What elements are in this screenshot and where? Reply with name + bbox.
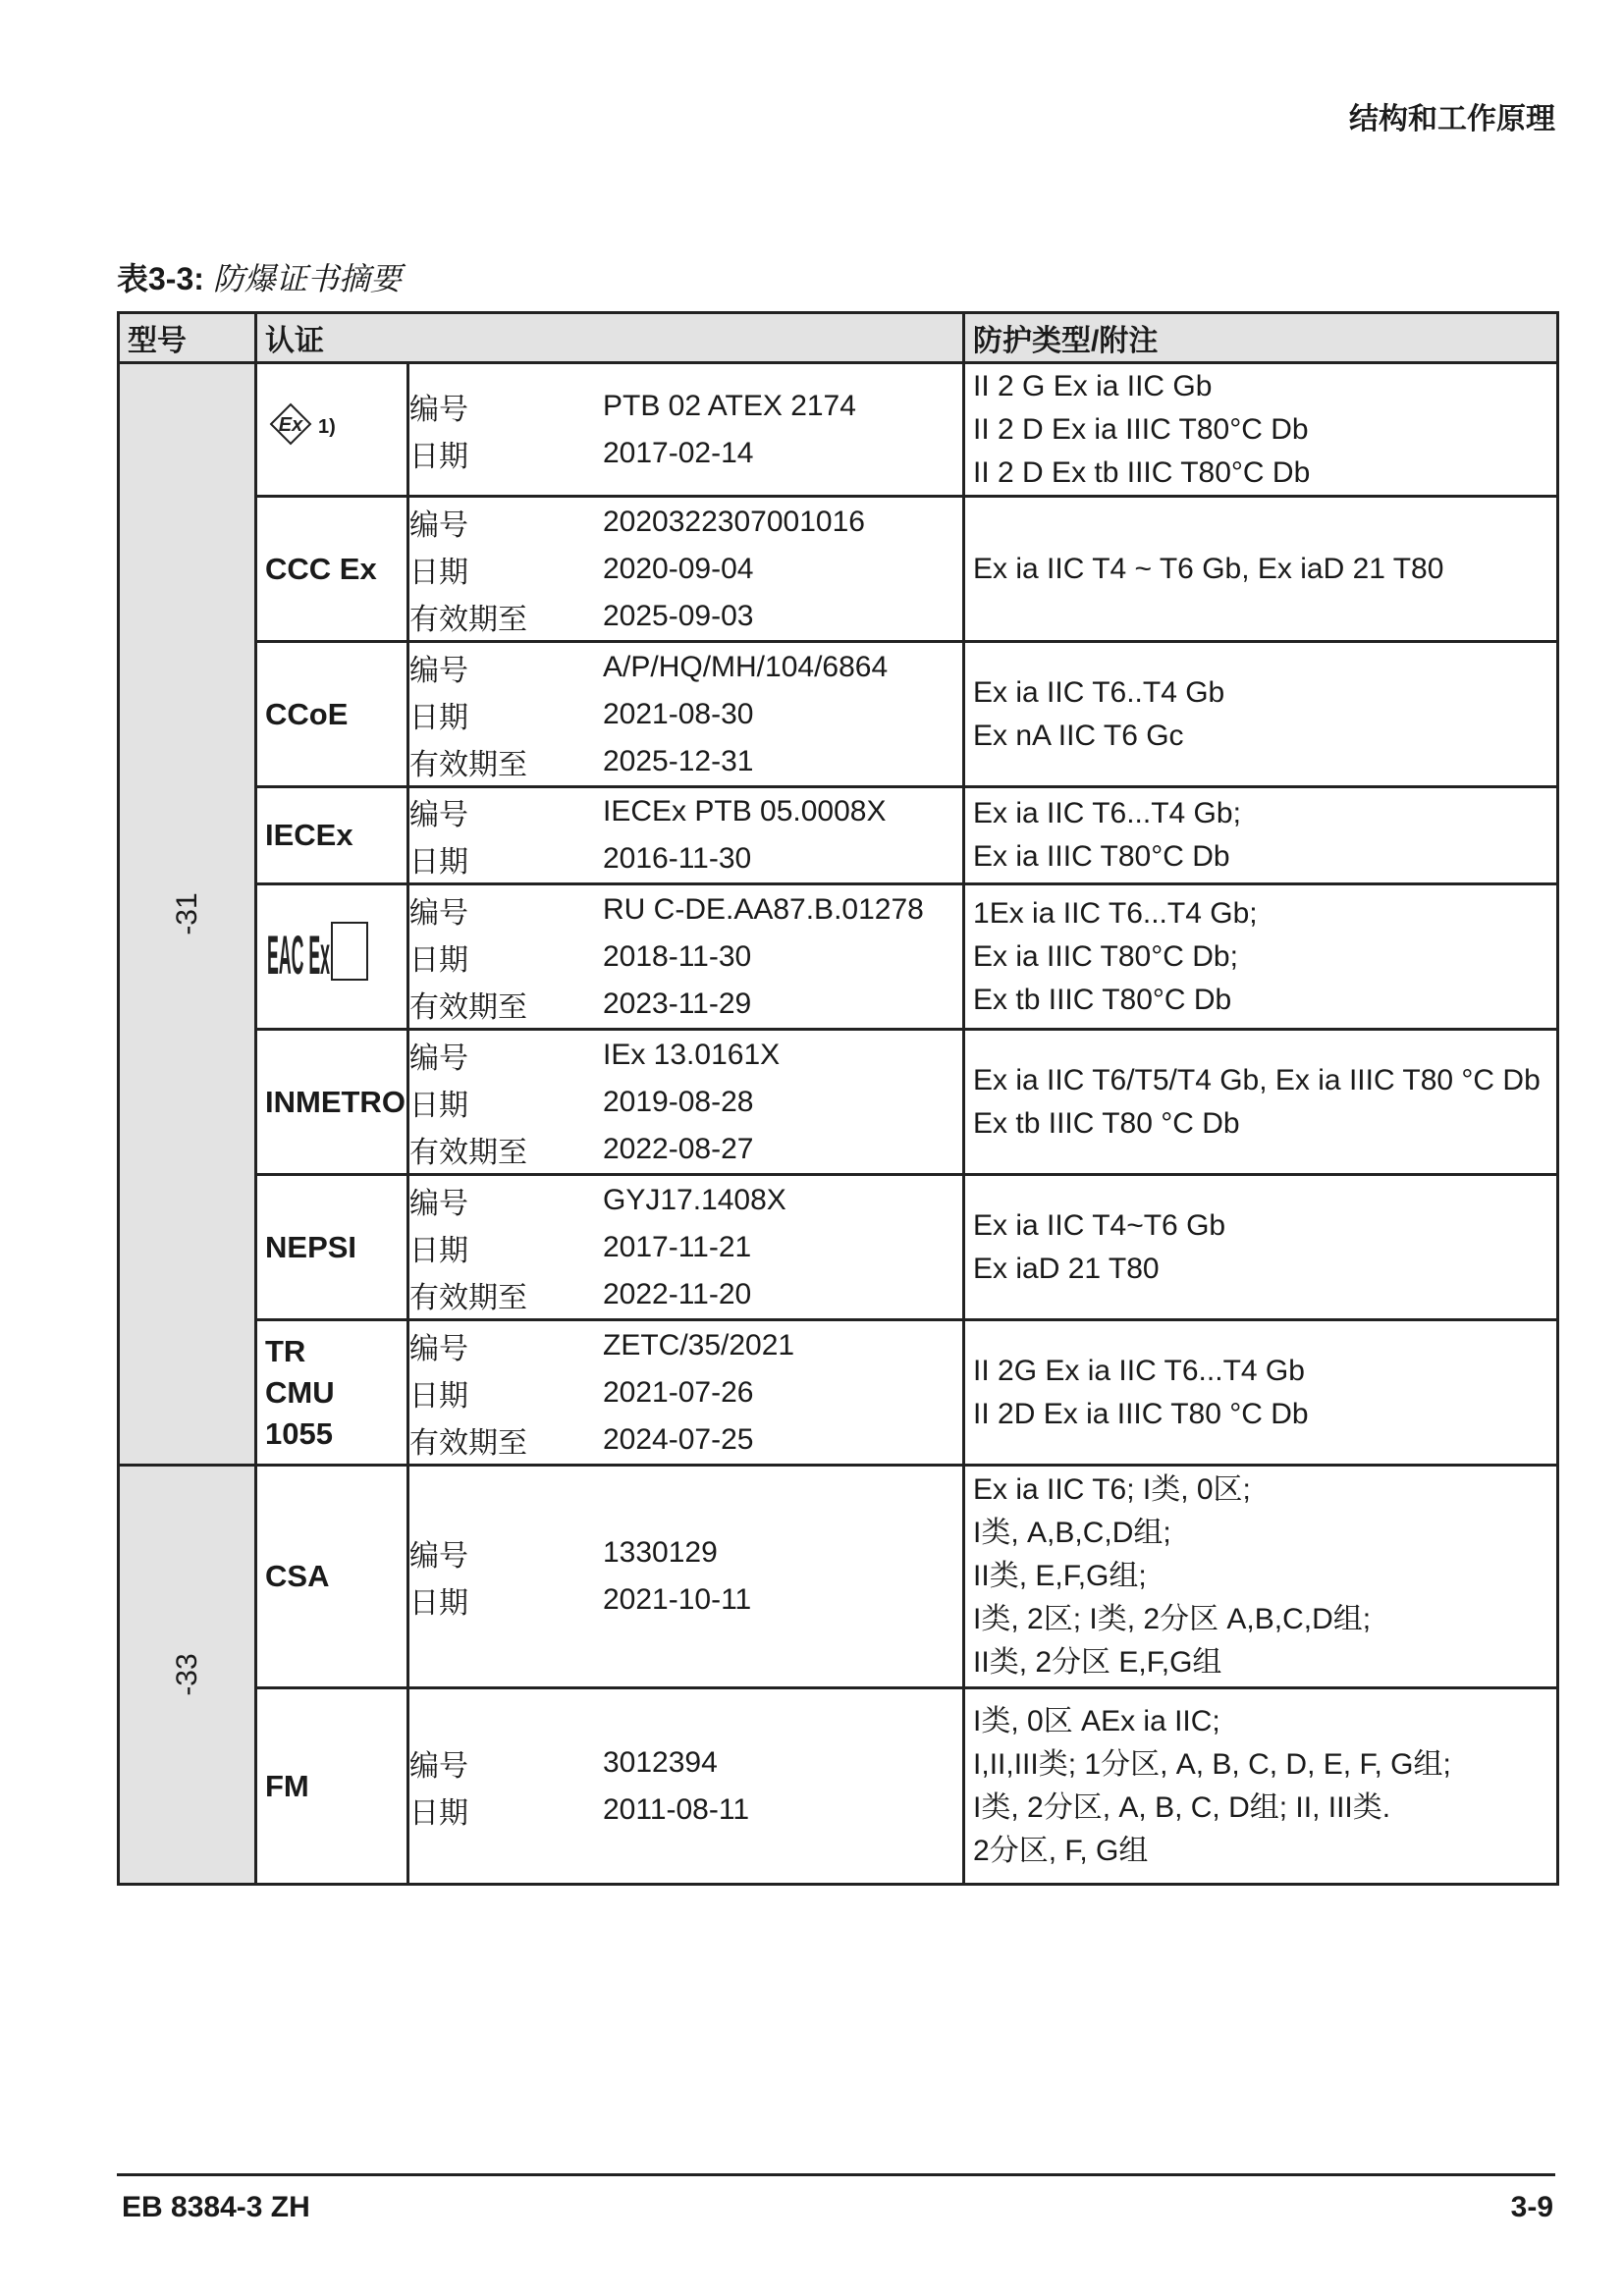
detail-row [409, 644, 962, 691]
table-header-row [119, 313, 1558, 363]
certification-name [256, 1175, 408, 1320]
detail-row [409, 1787, 962, 1834]
table-row [119, 363, 1558, 497]
protection-line: Ex ia IIC T6..T4 Gb [973, 675, 1225, 709]
detail-value: 1330129 [603, 1536, 718, 1569]
detail-value: A/P/HQ/MH/104/6864 [603, 650, 889, 683]
protection-type [964, 497, 1558, 642]
certification-name-text: CCC Ex [265, 551, 377, 586]
detail-row [409, 981, 962, 1028]
protection-type [964, 1320, 1558, 1466]
detail-row [409, 1177, 962, 1224]
detail-row [409, 835, 962, 882]
detail-value: 2016-11-30 [603, 842, 752, 875]
detail-value: PTB 02 ATEX 2174 [603, 389, 856, 422]
table-row [119, 1320, 1558, 1466]
certificate-table [117, 311, 1559, 1886]
detail-value: IEx 13.0161X [603, 1038, 781, 1071]
detail-label: 编号 [409, 1749, 468, 1783]
detail-value: 2017-11-21 [603, 1230, 752, 1263]
svg-text:Ex: Ex [278, 414, 303, 436]
protection-line: Ex ia IIC T6...T4 Gb; [973, 797, 1241, 829]
certification-name-text: CSA [265, 1559, 330, 1593]
detail-label: 有效期至 [409, 748, 527, 781]
detail-label: 编号 [409, 1540, 468, 1573]
protection-type [964, 642, 1558, 787]
certificate-details [408, 363, 964, 497]
detail-row [409, 691, 962, 738]
certification-name-text: IECEx [265, 818, 353, 852]
detail-row [409, 788, 962, 835]
column-header-certification: 认证 [256, 313, 964, 363]
certification-name-text: INMETRO [265, 1084, 406, 1119]
column-header-protection: 防护类型/附注 [964, 313, 1558, 363]
certification-name [256, 787, 408, 884]
protection-line: I类, 0区 AEx ia IIC; [973, 1704, 1220, 1737]
detail-label: 编号 [409, 654, 468, 687]
detail-value: 2019-08-28 [603, 1085, 754, 1118]
detail-value: 2025-12-31 [603, 744, 754, 777]
certification-name [256, 1030, 408, 1175]
protection-line: II 2G Ex ia IIC T6...T4 Gb [973, 1354, 1305, 1387]
detail-value: RU C-DE.AA87.B.01278 [603, 892, 924, 926]
protection-line: II 2 D Ex ia IIIC T80°C Db [973, 412, 1309, 446]
protection-line: Ex ia IIC T4~T6 Gb [973, 1208, 1226, 1242]
certificate-details [408, 497, 964, 642]
table-row [119, 1688, 1558, 1885]
certificate-details [408, 1030, 964, 1175]
detail-row [409, 1271, 962, 1318]
detail-value: GYJ17.1408X [603, 1183, 786, 1216]
detail-label: 日期 [409, 440, 468, 473]
detail-row [409, 1079, 962, 1126]
detail-value: 2022-11-20 [603, 1277, 752, 1310]
protection-line: I类, 2区; I类, 2分区 A,B,C,D组; [973, 1603, 1372, 1635]
certificate-details [408, 884, 964, 1030]
detail-value: 2020-09-04 [603, 552, 754, 585]
protection-line: II 2 G Ex ia IIC Gb [973, 369, 1213, 402]
certification-name [256, 642, 408, 787]
detail-label: 编号 [409, 896, 468, 930]
certification-name-text: CCoE [265, 696, 349, 731]
detail-value: 2020322307001016 [603, 505, 865, 538]
detail-label: 日期 [409, 1796, 468, 1830]
certification-name [256, 497, 408, 642]
section-title: 结构和工作原理 [1349, 103, 1555, 135]
detail-value: 3012394 [603, 1745, 718, 1779]
model-cell [119, 363, 256, 1466]
protection-line: 2分区, F, G组 [973, 1834, 1149, 1867]
detail-label: 日期 [409, 1234, 468, 1267]
detail-row [409, 1576, 962, 1624]
certificate-details [408, 1688, 964, 1885]
detail-label: 编号 [409, 799, 468, 831]
detail-label: 日期 [409, 943, 468, 977]
protection-line: II类, 2分区 E,F,G组 [973, 1646, 1222, 1679]
detail-label: 日期 [409, 1587, 468, 1620]
detail-row [409, 1322, 962, 1369]
eac-ex-mark [265, 919, 373, 984]
protection-line: Ex ia IIC T6/T5/T4 Gb, Ex ia IIIC T80 °C Db [973, 1063, 1541, 1096]
detail-label: 有效期至 [409, 1136, 527, 1169]
eac-mark-text: EAC Ex [267, 924, 330, 984]
certification-name [256, 363, 408, 497]
detail-label: 有效期至 [409, 990, 527, 1024]
model-label: -31 [170, 892, 203, 935]
certification-name [256, 1466, 408, 1688]
protection-line: Ex ia IIIC T80°C Db; [973, 939, 1238, 973]
detail-label: 有效期至 [409, 1426, 527, 1460]
protection-line: 1Ex ia IIC T6...T4 Gb; [973, 896, 1258, 930]
detail-label: 编号 [409, 508, 468, 542]
detail-value: 2017-02-14 [603, 436, 754, 469]
protection-type [964, 1030, 1558, 1175]
detail-label: 编号 [409, 1332, 468, 1365]
table-row [119, 1175, 1558, 1320]
model-label: -33 [170, 1653, 203, 1696]
detail-label: 日期 [409, 1379, 468, 1413]
protection-line: II类, E,F,G组; [973, 1560, 1147, 1592]
protection-line: II 2 D Ex tb IIIC T80°C Db [973, 455, 1311, 489]
table-row [119, 787, 1558, 884]
table-caption [117, 254, 402, 299]
detail-row [409, 430, 962, 477]
detail-value: 2021-07-26 [603, 1375, 754, 1409]
table-row [119, 497, 1558, 642]
detail-value: 2011-08-11 [603, 1792, 750, 1826]
detail-row [409, 593, 962, 640]
certificate-details [408, 1320, 964, 1466]
detail-value: 2024-07-25 [603, 1422, 754, 1456]
protection-type [964, 1466, 1558, 1688]
detail-row [409, 383, 962, 430]
protection-line: I类, 2分区, A, B, C, D组; II, III类. [973, 1790, 1391, 1824]
detail-value: ZETC/35/2021 [603, 1328, 795, 1362]
protection-type [964, 884, 1558, 1030]
table-row [119, 1466, 1558, 1688]
certification-name [256, 1320, 408, 1466]
detail-label: 编号 [409, 1187, 468, 1220]
protection-line: Ex tb IIIC T80 °C Db [973, 1106, 1240, 1140]
protection-type [964, 1175, 1558, 1320]
protection-type [964, 363, 1558, 497]
certification-name-text: NEPSI [265, 1229, 357, 1264]
detail-row [409, 1739, 962, 1787]
protection-line: I类, A,B,C,D组; [973, 1517, 1171, 1549]
detail-value: 2023-11-29 [603, 987, 752, 1020]
detail-label: 日期 [409, 556, 468, 589]
protection-line: Ex ia IIC T6; I类, 0区; [973, 1473, 1251, 1506]
model-cell [119, 1466, 256, 1885]
detail-row [409, 1416, 962, 1464]
detail-row [409, 1529, 962, 1576]
page-number: 3-9 [1510, 2191, 1553, 2223]
certificate-details [408, 642, 964, 787]
detail-label: 编号 [409, 1041, 468, 1075]
protection-line: II 2D Ex ia IIIC T80 °C Db [973, 1397, 1309, 1430]
detail-row [409, 738, 962, 785]
detail-value: 2021-08-30 [603, 697, 754, 730]
table-caption-title: 防爆证书摘要 [212, 261, 402, 296]
detail-row [409, 546, 962, 593]
certification-name [256, 1688, 408, 1885]
detail-value: IECEx PTB 05.0008X [603, 795, 887, 828]
detail-label: 编号 [409, 393, 468, 426]
protection-line: Ex nA IIC T6 Gc [973, 719, 1184, 752]
detail-row [409, 934, 962, 981]
atex-ex-mark [265, 400, 336, 448]
footer-divider [117, 2173, 1555, 2176]
detail-label: 有效期至 [409, 603, 527, 636]
detail-row [409, 1032, 962, 1079]
protection-line: I,II,III类; 1分区, A, B, C, D, E, F, G组; [973, 1747, 1451, 1781]
protection-line: Ex ia IIIC T80°C Db [973, 840, 1230, 873]
table-row [119, 884, 1558, 1030]
detail-label: 日期 [409, 1089, 468, 1122]
detail-row [409, 1369, 962, 1416]
document-id: EB 8384-3 ZH [122, 2191, 310, 2223]
certification-name [256, 884, 408, 1030]
protection-line: Ex ia IIC T4 ~ T6 Gb, Ex iaD 21 T80 [973, 552, 1444, 585]
table-row [119, 642, 1558, 787]
certificate-details [408, 1175, 964, 1320]
detail-label: 日期 [409, 846, 468, 879]
column-header-model: 型号 [119, 313, 256, 363]
detail-value: 2021-10-11 [603, 1583, 752, 1616]
detail-value: 2018-11-30 [603, 939, 752, 973]
protection-type [964, 1688, 1558, 1885]
detail-value: 2022-08-27 [603, 1132, 754, 1165]
certification-name-text: FM [265, 1768, 309, 1803]
detail-label: 日期 [409, 701, 468, 734]
protection-line: Ex iaD 21 T80 [973, 1252, 1160, 1285]
detail-label: 有效期至 [409, 1281, 527, 1314]
protection-type [964, 787, 1558, 884]
footnote-marker: 1) [318, 416, 336, 438]
certificate-details [408, 1466, 964, 1688]
detail-row [409, 499, 962, 546]
certificate-details [408, 787, 964, 884]
table-caption-label: 表3-3: [117, 261, 204, 296]
certification-name-text: TR CMU 1055 [265, 1333, 335, 1451]
detail-value: 2025-09-03 [603, 599, 754, 632]
protection-line: Ex tb IIIC T80°C Db [973, 983, 1232, 1016]
table-row [119, 1030, 1558, 1175]
detail-row [409, 886, 962, 934]
detail-row [409, 1224, 962, 1271]
detail-row [409, 1126, 962, 1173]
